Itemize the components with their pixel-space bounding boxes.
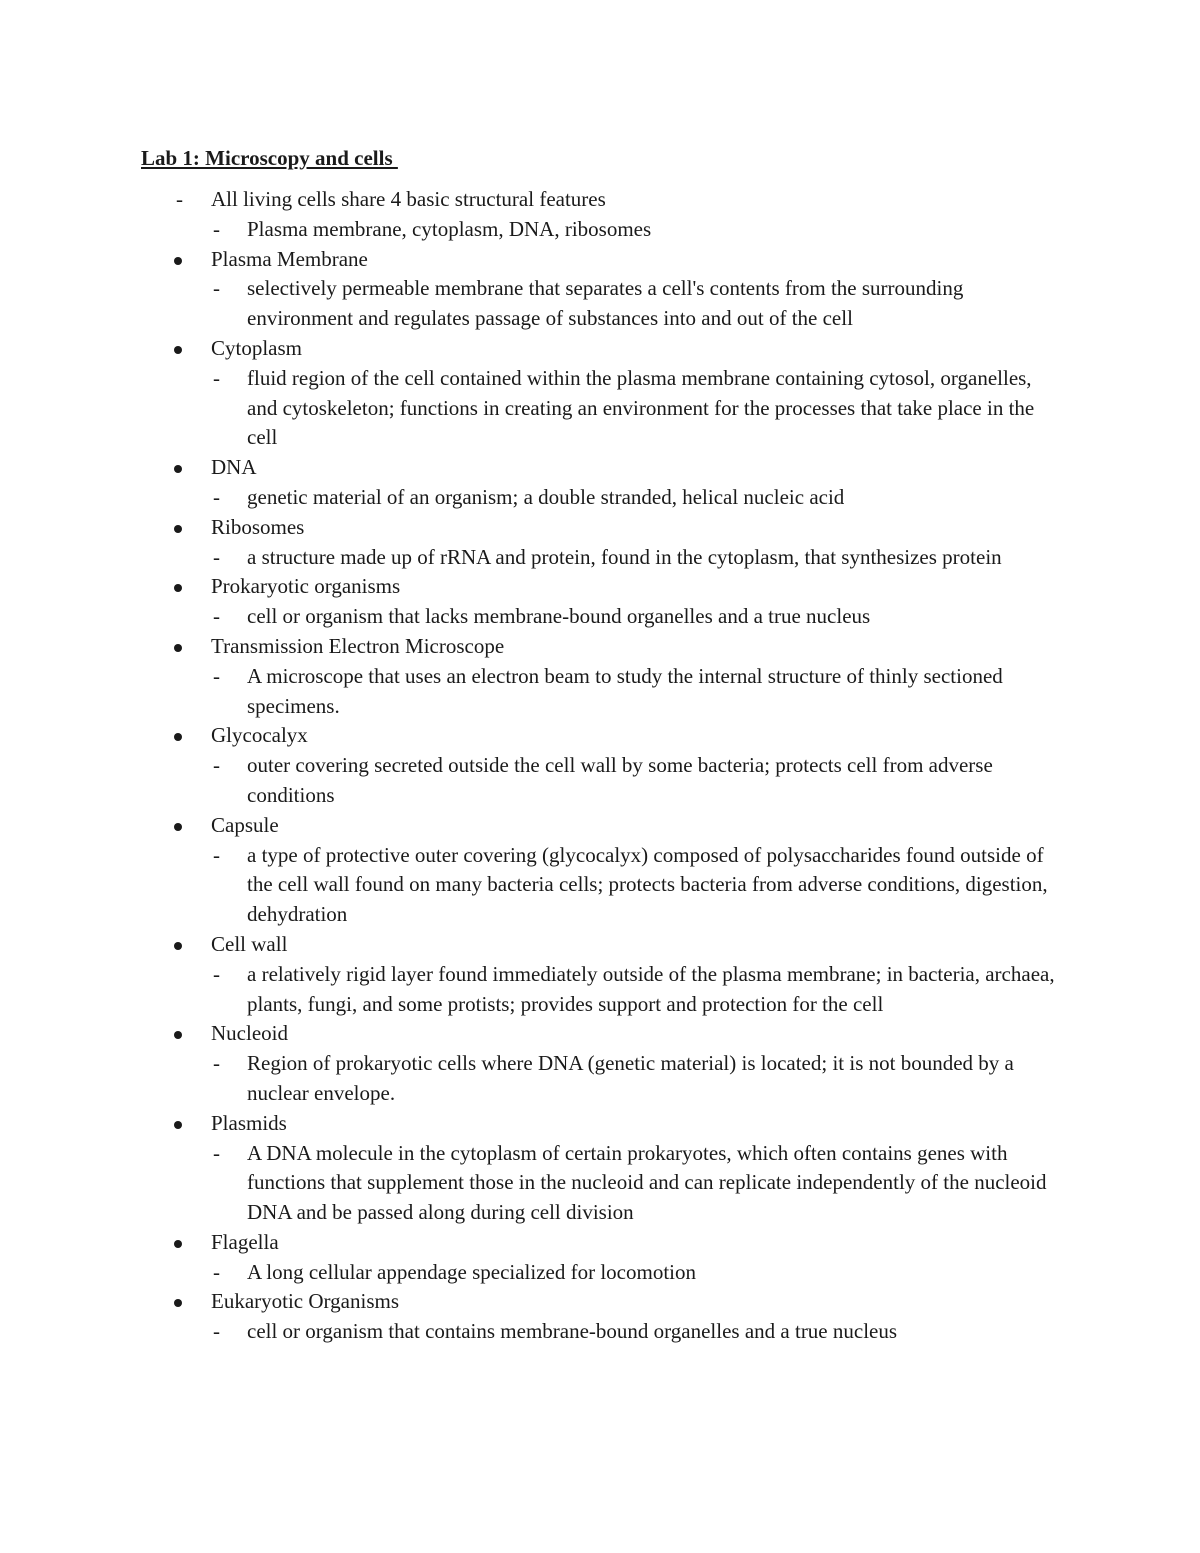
dash-icon: - (213, 484, 220, 509)
term-definition-text: a structure made up of rRNA and protein, found in the cytoplasm, that synthesizes protein (247, 544, 1002, 569)
bullet-icon (174, 1299, 182, 1307)
term-definition (0, 602, 1062, 632)
term-heading-text: Prokaryotic organisms (211, 574, 401, 599)
term-definition (0, 274, 1062, 334)
term-heading (0, 1109, 1071, 1139)
term-definition (0, 751, 1062, 811)
term-heading (0, 721, 1071, 751)
term-definition (0, 215, 1062, 245)
term-heading (0, 632, 1071, 662)
list-item (0, 185, 1200, 245)
bullet-icon (174, 942, 182, 950)
bullet-icon (174, 465, 182, 473)
term-definition (0, 841, 1062, 930)
dash-icon: - (213, 216, 220, 241)
page-title: Lab 1: Microscopy and cells (141, 146, 398, 170)
dash-icon: - (213, 365, 220, 390)
bullet-icon (174, 733, 182, 741)
list-item (0, 1019, 1200, 1108)
term-heading-text: Plasma Membrane (211, 246, 368, 271)
dash-icon: - (213, 1259, 220, 1284)
term-heading (0, 185, 1071, 215)
term-heading (0, 1019, 1071, 1049)
term-heading-text: Plasmids (211, 1110, 287, 1135)
term-heading-text: Flagella (211, 1229, 279, 1254)
bullet-icon (174, 584, 182, 592)
term-definition-text: a type of protective outer covering (glycocalyx) composed of polysaccharides found outside of the cell wall found on many bacteria cells; protects bacteria from adverse conditions, digestion, dehydration (247, 842, 1048, 927)
term-heading (0, 572, 1071, 602)
term-definition-text: outer covering secreted outside the cell wall by some bacteria; protects cell from adverse conditions (247, 753, 993, 807)
term-definition-text: A DNA molecule in the cytoplasm of certain prokaryotes, which often contains genes with functions that supplement those in the nucleoid and can replicate independently of the nucleoid DNA and be passed along during cell division (247, 1140, 1047, 1225)
dash-icon: - (213, 544, 220, 569)
term-definition (0, 1139, 1062, 1228)
bullet-icon (174, 823, 182, 831)
term-heading-text: DNA (211, 455, 257, 480)
bullet-icon (174, 257, 182, 265)
term-definition-text: cell or organism that contains membrane-bound organelles and a true nucleus (247, 1319, 898, 1344)
bullet-icon (174, 525, 182, 533)
term-definition-text: Region of prokaryotic cells where DNA (genetic material) is located; it is not bounded by a nuclear envelope. (247, 1051, 1014, 1105)
term-heading-text: All living cells share 4 basic structural features (211, 187, 606, 211)
term-definition-text: a relatively rigid layer found immediately outside of the plasma membrane; in bacteria, archaea, plants, fungi, and some protists; provides support and protection for the cell (247, 961, 1055, 1016)
term-heading (0, 1287, 1071, 1317)
dash-icon: - (213, 1319, 220, 1344)
term-heading-text: Capsule (211, 812, 279, 837)
dash-icon: - (213, 1140, 220, 1165)
bullet-icon (174, 346, 182, 354)
term-heading-text: Ribosomes (211, 514, 305, 539)
list-item (0, 632, 1200, 721)
list-item (0, 572, 1200, 632)
list-item (0, 721, 1200, 810)
dash-icon: - (213, 1051, 220, 1076)
list-item (0, 811, 1200, 930)
term-heading (0, 513, 1071, 543)
list-item (0, 1287, 1200, 1347)
term-definition (0, 662, 1062, 722)
term-heading-text: Cell wall (211, 931, 288, 956)
term-heading-text: Cytoplasm (211, 335, 303, 360)
dash-icon: - (176, 187, 183, 211)
term-definition-text: selectively permeable membrane that separates a cell's contents from the surrounding environment and regulates passage of substances into and out of the cell (247, 276, 964, 331)
term-definition (0, 364, 1062, 453)
list-item (0, 1228, 1200, 1288)
term-heading (0, 245, 1071, 275)
list-item (0, 930, 1200, 1019)
term-heading (0, 334, 1071, 364)
bullet-icon (174, 1240, 182, 1248)
list-item (0, 245, 1200, 334)
dash-icon: - (213, 276, 220, 301)
term-heading (0, 811, 1071, 841)
list-item (0, 453, 1200, 513)
term-heading-text: Transmission Electron Microscope (211, 633, 505, 658)
term-heading (0, 1228, 1071, 1258)
dash-icon: - (213, 753, 220, 778)
term-definition-text: A long cellular appendage specialized for locomotion (247, 1259, 697, 1284)
bullet-icon (174, 644, 182, 652)
term-heading (0, 930, 1071, 960)
term-definition-text: A microscope that uses an electron beam to study the internal structure of thinly sectioned specimens. (247, 663, 1003, 718)
dash-icon: - (213, 842, 220, 867)
list-item (0, 513, 1200, 573)
term-definition (0, 543, 1062, 573)
term-definition-text: fluid region of the cell contained within the plasma membrane containing cytosol, organelles, and cytoskeleton; functions in creating an environment for the processes that take place in the cell (247, 365, 1035, 450)
dash-icon: - (213, 663, 220, 688)
term-definition (0, 960, 1062, 1020)
dash-icon: - (213, 604, 220, 629)
term-list (0, 185, 1200, 1347)
term-definition-text: genetic material of an organism; a double stranded, helical nucleic acid (247, 484, 845, 509)
term-definition-text: Plasma membrane, cytoplasm, DNA, ribosomes (247, 216, 652, 241)
bullet-icon (174, 1031, 182, 1039)
list-item (0, 334, 1200, 453)
term-heading (0, 453, 1071, 483)
bullet-icon (174, 1121, 182, 1129)
term-definition (0, 483, 1062, 513)
term-definition (0, 1049, 1062, 1109)
term-heading-text: Eukaryotic Organisms (211, 1289, 399, 1314)
dash-icon: - (213, 961, 220, 986)
list-item (0, 1109, 1200, 1228)
term-heading-text: Glycocalyx (211, 723, 308, 748)
term-heading-text: Nucleoid (211, 1021, 288, 1046)
term-definition (0, 1317, 1062, 1347)
term-definition-text: cell or organism that lacks membrane-bound organelles and a true nucleus (247, 604, 871, 629)
term-definition (0, 1258, 1062, 1288)
